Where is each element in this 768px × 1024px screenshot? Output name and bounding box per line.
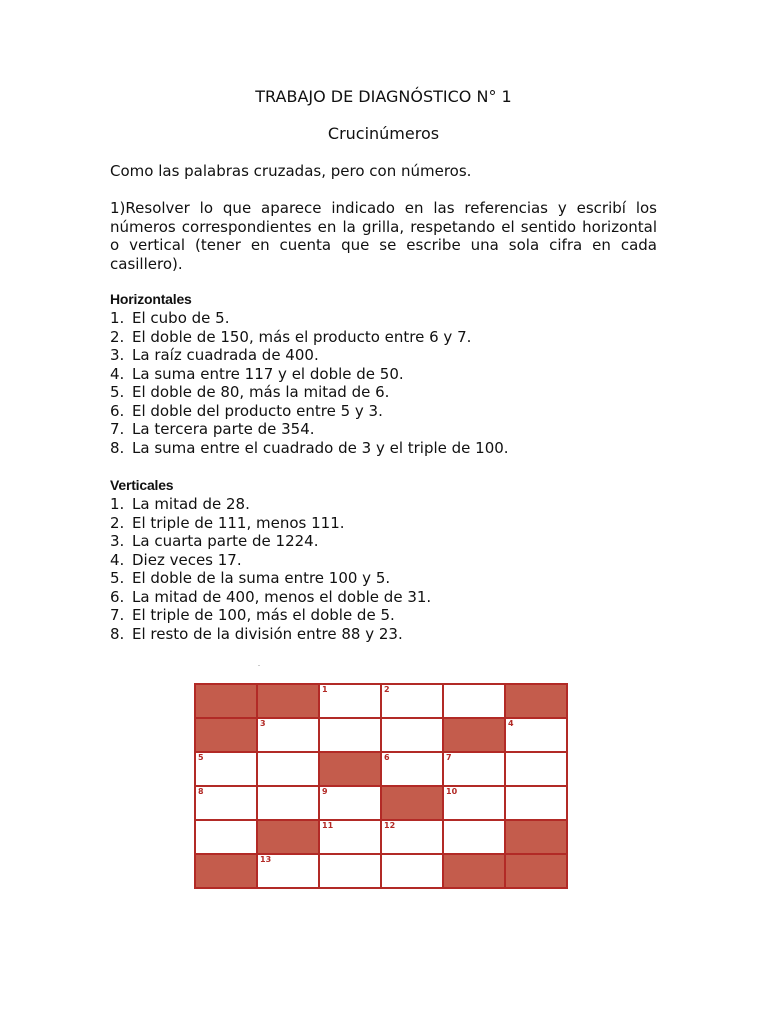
- item-number: 6.: [110, 587, 125, 606]
- grid-cell-number: 3: [260, 719, 266, 728]
- item-text: El doble de 80, más la mitad de 6.: [132, 383, 390, 401]
- grid-cell-blocked: [196, 855, 256, 887]
- item-number: 3.: [110, 346, 125, 364]
- list-item: [110, 625, 431, 644]
- item-text: La cuarta parte de 1224.: [132, 532, 319, 550]
- grid-cell-number: 12: [384, 821, 396, 830]
- item-number: 4.: [110, 364, 125, 383]
- grid-cell-number: 4: [508, 719, 514, 728]
- list-item: [110, 383, 509, 402]
- document-subtitle: Crucinúmeros: [327, 124, 440, 143]
- item-text: El doble del producto entre 5 y 3.: [132, 401, 383, 420]
- grid-cell-blocked: [444, 719, 504, 751]
- list-item: [110, 606, 431, 625]
- item-text: La suma entre el cuadrado de 3 y el triple de 100.: [132, 438, 509, 457]
- verticales-heading: Verticales: [110, 477, 174, 493]
- grid-cell-blocked: [196, 685, 256, 717]
- horizontales-heading: Horizontales: [110, 291, 192, 307]
- list-item: [110, 365, 509, 384]
- grid-cell[interactable]: [320, 787, 380, 819]
- item-text: El doble de la suma entre 100 y 5.: [132, 569, 391, 587]
- item-text: La suma entre 117 y el doble de 50.: [132, 364, 404, 383]
- grid-cell[interactable]: [258, 719, 318, 751]
- grid-cell[interactable]: [382, 685, 442, 717]
- grid-cell-blocked: [506, 821, 566, 853]
- grid-cell[interactable]: [382, 855, 442, 887]
- list-item: [110, 588, 431, 607]
- grid-cell[interactable]: [320, 821, 380, 853]
- list-item: [110, 439, 509, 458]
- grid-cell-blocked: [196, 719, 256, 751]
- list-item: [110, 532, 431, 551]
- list-item: [110, 346, 509, 365]
- grid-cell-blocked: [506, 685, 566, 717]
- stray-mark: [258, 665, 260, 666]
- item-number: 5.: [110, 383, 125, 401]
- item-text: El cubo de 5.: [132, 309, 230, 327]
- list-item: [110, 402, 509, 421]
- grid-cell[interactable]: [196, 787, 256, 819]
- intro-paragraph: Como las palabras cruzadas, pero con números.: [110, 162, 472, 180]
- grid-cell-number: 5: [198, 753, 204, 762]
- grid-cell[interactable]: [382, 719, 442, 751]
- item-number: 8.: [110, 624, 125, 643]
- grid-cell-number: 8: [198, 787, 204, 796]
- grid-cell-number: 9: [322, 787, 328, 796]
- item-number: 7.: [110, 420, 125, 438]
- item-text: El doble de 150, más el producto entre 6 y 7.: [132, 327, 472, 346]
- grid-cell[interactable]: [320, 719, 380, 751]
- grid-cell[interactable]: [258, 753, 318, 785]
- horizontales-list: [110, 309, 509, 457]
- grid-cell-blocked: [382, 787, 442, 819]
- item-number: 4.: [110, 550, 125, 569]
- item-number: 8.: [110, 438, 125, 457]
- grid-cell[interactable]: [506, 719, 566, 751]
- grid-cell-number: 11: [322, 821, 334, 830]
- grid-cell[interactable]: [320, 685, 380, 717]
- verticales-list: [110, 495, 431, 643]
- crossnumber-grid: [194, 683, 568, 889]
- grid-cell-number: 1: [322, 685, 328, 694]
- item-number: 7.: [110, 606, 125, 624]
- list-item: [110, 514, 431, 533]
- grid-cell[interactable]: [320, 855, 380, 887]
- grid-cell[interactable]: [258, 855, 318, 887]
- instruction-paragraph: 1)Resolver lo que aparece indicado en las referencias y escribí los números correspondientes en la grilla, respetando el sentido horizontal o vertical (tener en cuenta que se escribe una sola cifra en cada casillero).: [110, 199, 657, 273]
- grid-cell[interactable]: [444, 821, 504, 853]
- grid-cell-number: 13: [260, 855, 272, 864]
- grid-cell[interactable]: [506, 787, 566, 819]
- grid-cell-blocked: [258, 821, 318, 853]
- grid-cell[interactable]: [506, 753, 566, 785]
- item-number: 6.: [110, 401, 125, 420]
- grid-cell[interactable]: [258, 787, 318, 819]
- item-text: Diez veces 17.: [132, 550, 242, 569]
- grid-cell-blocked: [444, 855, 504, 887]
- grid-cell[interactable]: [444, 787, 504, 819]
- item-text: La tercera parte de 354.: [132, 420, 315, 438]
- item-text: El triple de 111, menos 111.: [132, 513, 345, 532]
- item-number: 2.: [110, 513, 125, 532]
- item-number: 5.: [110, 569, 125, 587]
- item-text: La mitad de 400, menos el doble de 31.: [132, 587, 432, 606]
- list-item: [110, 420, 509, 439]
- item-number: 1.: [110, 495, 125, 513]
- item-text: El triple de 100, más el doble de 5.: [132, 606, 395, 624]
- grid-cell-number: 6: [384, 753, 390, 762]
- list-item: [110, 569, 431, 588]
- grid-cell-number: 2: [384, 685, 390, 694]
- list-item: [110, 551, 431, 570]
- item-number: 3.: [110, 532, 125, 550]
- grid-cell-blocked: [320, 753, 380, 785]
- grid-cell-number: 10: [446, 787, 458, 796]
- grid-cell[interactable]: [444, 685, 504, 717]
- item-text: La mitad de 28.: [132, 495, 250, 513]
- grid-cell[interactable]: [196, 753, 256, 785]
- grid-cell-number: 7: [446, 753, 452, 762]
- item-number: 1.: [110, 309, 125, 327]
- grid-cell[interactable]: [444, 753, 504, 785]
- list-item: [110, 309, 509, 328]
- document-title: TRABAJO DE DIAGNÓSTICO N° 1: [255, 87, 512, 106]
- grid-cell[interactable]: [382, 821, 442, 853]
- grid-cell-blocked: [506, 855, 566, 887]
- list-item: [110, 495, 431, 514]
- item-text: El resto de la división entre 88 y 23.: [132, 624, 403, 643]
- grid-cell[interactable]: [382, 753, 442, 785]
- grid-cell-blocked: [258, 685, 318, 717]
- list-item: [110, 328, 509, 347]
- grid-cell[interactable]: [196, 821, 256, 853]
- item-number: 2.: [110, 327, 125, 346]
- item-text: La raíz cuadrada de 400.: [132, 346, 319, 364]
